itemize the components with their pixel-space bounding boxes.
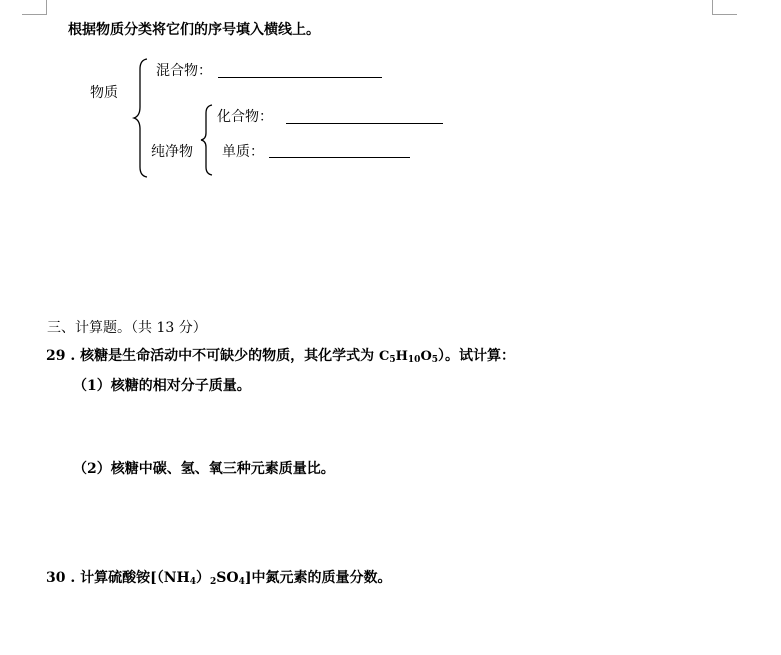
- question-29: [46, 347, 515, 366]
- formula-element: SO: [216, 570, 239, 586]
- formula-subscript: 10: [407, 355, 421, 365]
- formula-subscript: 2: [210, 577, 217, 587]
- question-30-text-end: ]中氮元素的质量分数。: [244, 570, 392, 586]
- inner-brace: [200, 103, 216, 177]
- question-29-part-2: （2）核糖中碳、氢、氧三种元素质量比。: [73, 461, 335, 477]
- ribose-formula: [379, 349, 438, 364]
- section-heading-calculation: 三、计算题。（共 13 分）: [47, 320, 207, 336]
- formula-subscript: 4: [238, 577, 245, 587]
- question-29-text: 核糖是生命活动中不可缺少的物质，其化学式为: [80, 348, 379, 364]
- mixture-answer-line[interactable]: [218, 77, 382, 78]
- page-corner-mark-left: [22, 0, 47, 15]
- label-substance: 物质: [90, 85, 118, 101]
- label-mixture: 混合物：: [156, 63, 212, 79]
- formula-subscript: 4: [189, 577, 197, 587]
- formula-element: C: [378, 349, 390, 364]
- label-pure-substance: 纯净物: [151, 144, 193, 160]
- question-29-part-1: （1）核糖的相对分子质量。: [73, 378, 251, 394]
- label-element: 单质：: [222, 144, 264, 160]
- page-corner-mark-right: [712, 0, 737, 15]
- formula-element: H: [395, 349, 408, 364]
- formula-subscript: 5: [389, 355, 396, 365]
- outer-brace: [132, 57, 152, 179]
- formula-element: O: [420, 349, 432, 364]
- label-compound: 化合物：: [217, 109, 273, 125]
- classification-instruction: 根据物质分类将它们的序号填入横线上。: [68, 22, 320, 38]
- formula-subscript: 5: [431, 355, 439, 365]
- question-number: 29 .: [46, 348, 76, 364]
- question-30: [46, 569, 392, 587]
- question-29-text-end: ）。试计算：: [438, 348, 516, 364]
- compound-answer-line[interactable]: [286, 123, 443, 124]
- question-number: 30 .: [46, 570, 76, 586]
- formula-paren: ）: [196, 570, 211, 586]
- question-30-text: 计算硫酸铵[（NH: [80, 570, 190, 586]
- element-answer-line[interactable]: [269, 157, 410, 158]
